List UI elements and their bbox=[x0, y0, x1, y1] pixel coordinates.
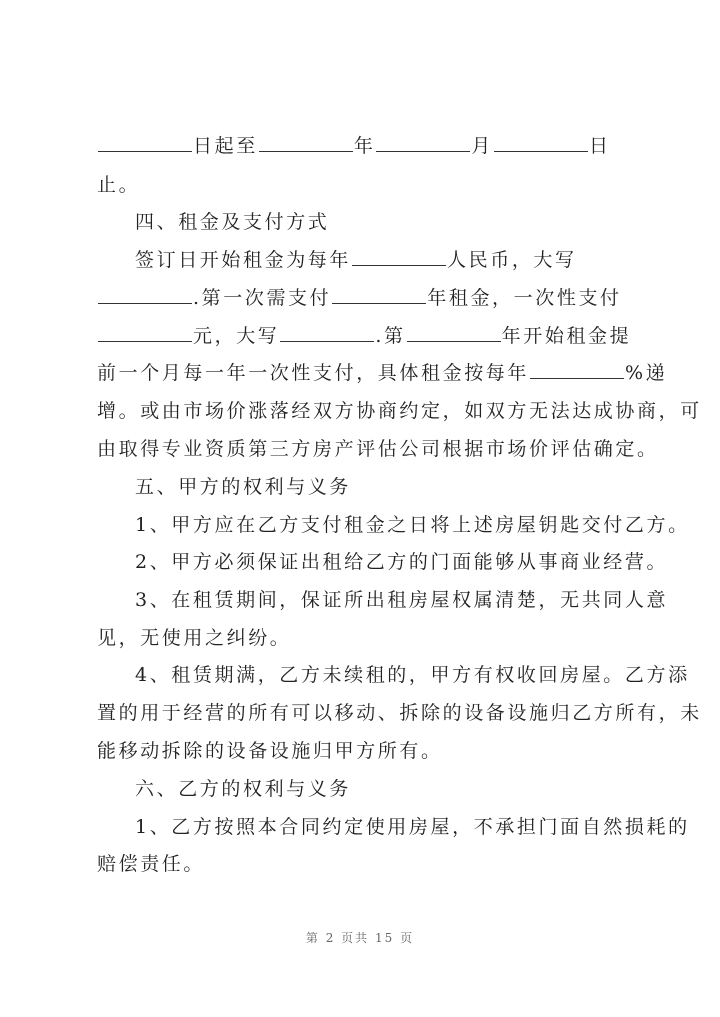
text-line: 签订日开始租金为每年 人民币，大写 bbox=[135, 249, 577, 271]
text-line: 增。或由市场价涨落经双方协商约定，如双方无法达成协商，可 bbox=[97, 400, 702, 422]
fill-blank bbox=[259, 136, 353, 152]
fill-blank bbox=[98, 326, 192, 342]
text-line: 置的用于经营的所有可以移动、拆除的设备设施归乙方所有，未 bbox=[97, 702, 702, 724]
text-line: 3、在租赁期间，保证所出租房屋权属清楚，无共同人意 bbox=[135, 589, 669, 611]
footer-label: 页 bbox=[400, 931, 415, 945]
current-page-number: 2 bbox=[325, 931, 336, 945]
fill-blank bbox=[98, 136, 192, 152]
fill-blank bbox=[332, 288, 426, 304]
fill-blank bbox=[407, 326, 501, 342]
section-heading-rent-payment: 四、租金及支付方式 bbox=[135, 211, 330, 233]
footer-label: 页共 bbox=[341, 931, 370, 945]
fill-blank bbox=[530, 363, 624, 379]
text-line: 1、乙方按照本合同约定使用房屋，不承担门面自然损耗的 bbox=[135, 816, 690, 838]
text-line: 元，大写 .第 年开始租金提 bbox=[97, 324, 642, 348]
text-line: 前一个月每一年一次性支付，具体租金按每年 %递 bbox=[97, 362, 668, 384]
footer-label: 第 bbox=[305, 931, 320, 945]
fill-blank bbox=[494, 136, 588, 152]
fill-blank bbox=[280, 326, 374, 342]
section-heading-party-a: 五、甲方的权利与义务 bbox=[135, 476, 352, 498]
fill-blank bbox=[98, 288, 192, 304]
text-line: 见，无使用之纠纷。 bbox=[97, 627, 292, 649]
text-line: 日起至 年 月 日 bbox=[97, 134, 642, 158]
text-line: 2、甲方必须保证出租给乙方的门面能够从事商业经营。 bbox=[135, 551, 669, 573]
text-line: 能移动拆除的设备设施归甲方所有。 bbox=[97, 740, 443, 762]
fill-blank bbox=[352, 250, 446, 266]
text-line: 由取得专业资质第三方房产评估公司根据市场价评估确定。 bbox=[97, 438, 659, 460]
text-line: 止。 bbox=[97, 174, 141, 196]
text-line: 4、租赁期满，乙方未续租的，甲方有权收回房屋。乙方添 bbox=[135, 664, 690, 686]
page-footer bbox=[0, 929, 720, 946]
total-pages-number: 15 bbox=[375, 931, 395, 945]
section-heading-party-b: 六、乙方的权利与义务 bbox=[135, 778, 352, 800]
text-line: 1、甲方应在乙方支付租金之日将上述房屋钥匙交付乙方。 bbox=[135, 514, 690, 536]
text-line: 赔偿责任。 bbox=[97, 853, 206, 875]
fill-blank bbox=[376, 136, 470, 152]
text-line: .第一次需支付 年租金，一次性支付 bbox=[97, 286, 642, 310]
